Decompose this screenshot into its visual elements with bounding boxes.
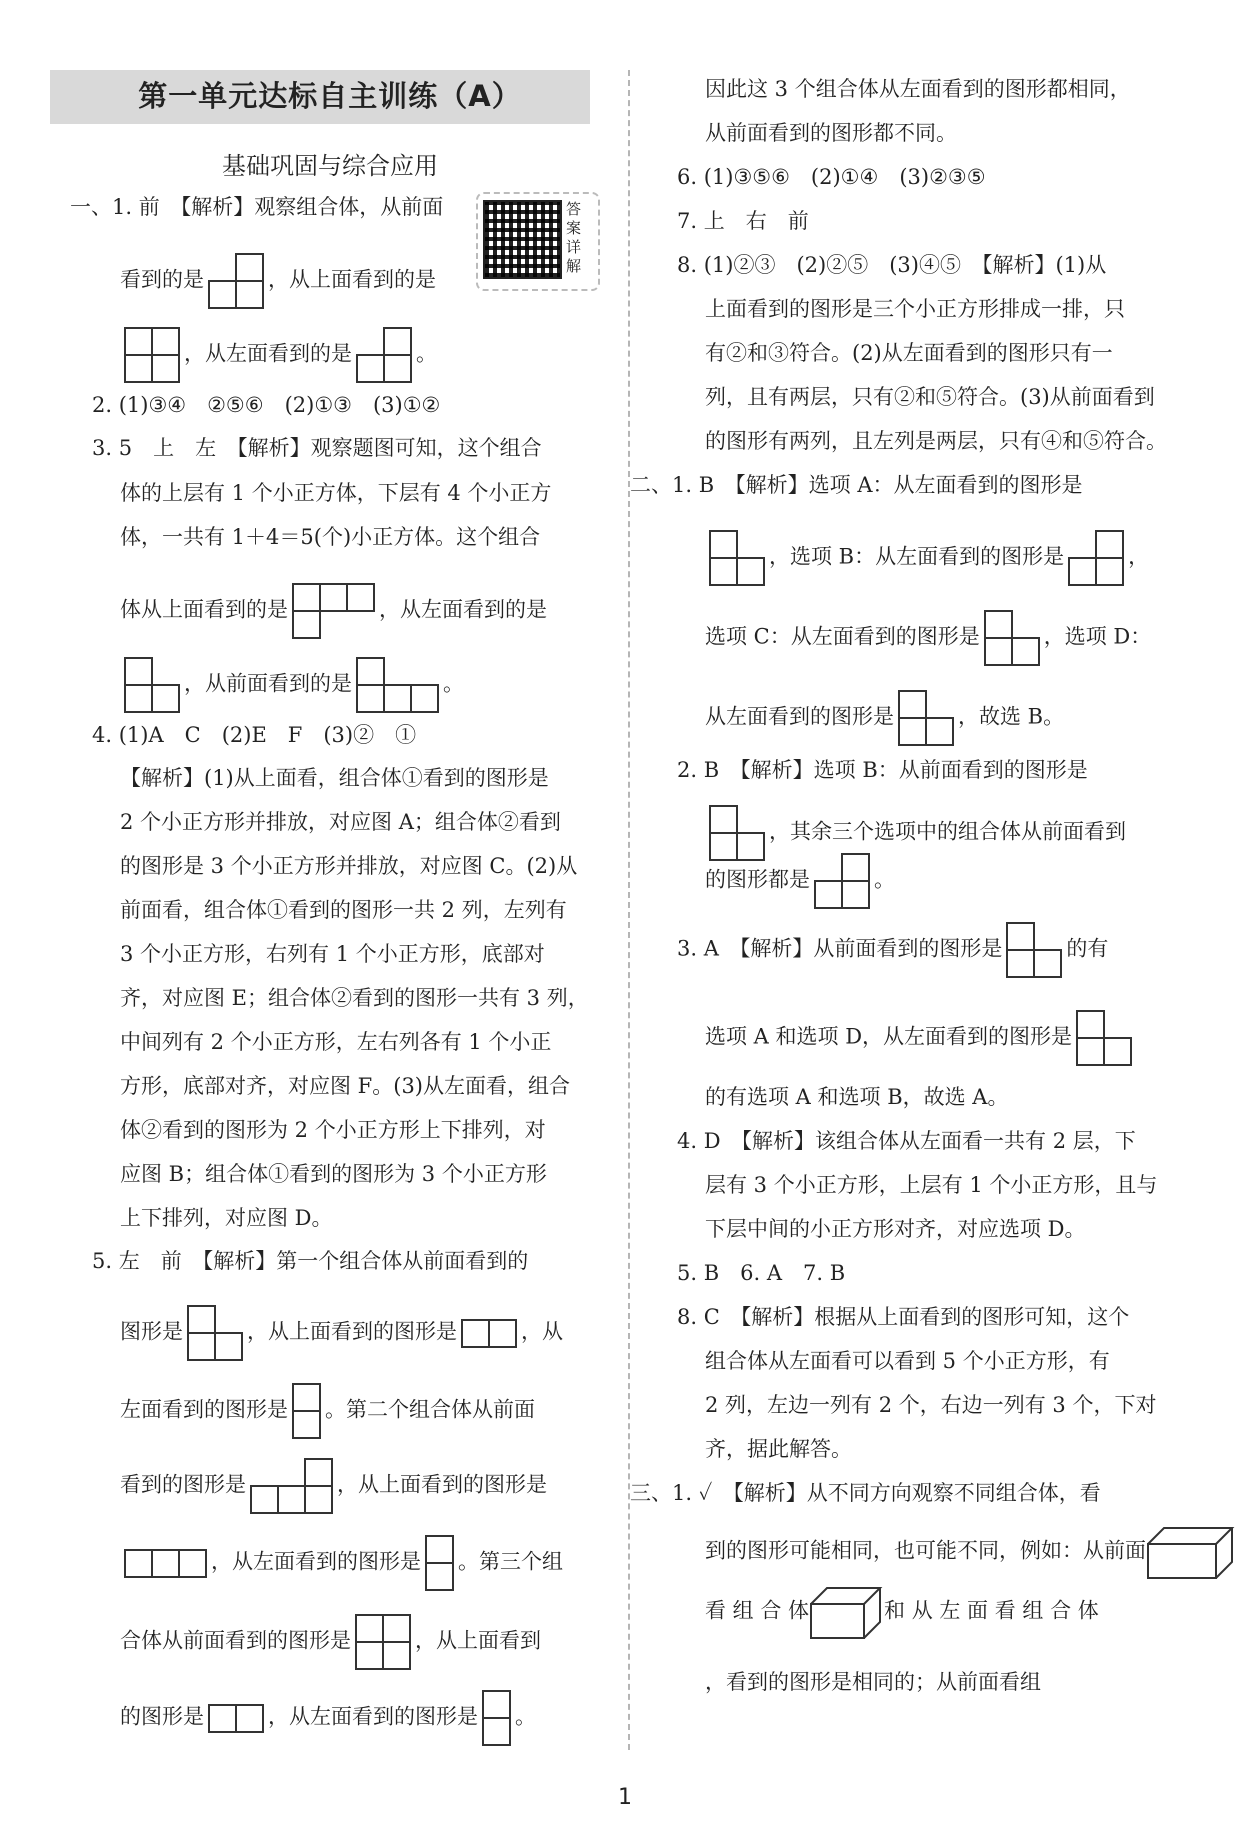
text-line (120, 522, 540, 552)
line-text: 因此这 3 个组合体从左面看到的图形都相同， (705, 77, 1131, 101)
text-line (120, 1458, 547, 1514)
text-line (92, 720, 416, 750)
view-figure (709, 530, 765, 586)
line-text: 齐，对应图 E；组合体②看到的图形一共有 3 列， (120, 986, 589, 1010)
line-text: 4. D 【解析】该组合体从左面看一共有 2 层，下 (677, 1129, 1136, 1153)
text-line (120, 983, 589, 1013)
text-line (120, 478, 551, 508)
text-line (120, 895, 567, 925)
text-line (120, 1383, 535, 1439)
text-line (70, 192, 443, 222)
line-text: 上下排列，对应图 D。 (120, 1206, 333, 1230)
text-line (705, 1010, 1136, 1066)
line-text: ，从左面看到的图形是 (268, 1704, 478, 1729)
line-text: 3. 5 上 左 【解析】观察题图可知，这个组合 (92, 436, 542, 460)
line-text: ，其余三个选项中的组合体从前面看到 (769, 819, 1126, 844)
line-text: 齐，据此解答。 (705, 1437, 852, 1461)
line-text: ，从前面看到的是 (184, 671, 352, 696)
text-line (120, 657, 464, 713)
text-line (677, 250, 1106, 280)
line-text: 。第二个组合体从前面 (325, 1397, 535, 1422)
page-title: 第一单元达标自主训练（A） (138, 79, 522, 113)
view-figure (208, 253, 264, 309)
line-text: 上面看到的图形是三个小正方形排成一排，只 (705, 297, 1125, 321)
line-text: 的图形是 (120, 1704, 204, 1729)
line-text: ，从左面看到的是 (379, 597, 547, 622)
line-text: 的图形都是 (705, 867, 810, 892)
view-figure (124, 657, 180, 713)
line-text: 。第三个组 (458, 1549, 563, 1574)
line-text: 方形，底部对齐，对应图 F。(3)从左面看，组合 (120, 1074, 570, 1098)
line-text: 7. 上 右 前 (677, 209, 809, 233)
text-line (120, 1027, 551, 1057)
line-text: 前面看，组合体①看到的图形一共 2 列，左列有 (120, 898, 567, 922)
text-line (705, 1434, 852, 1464)
line-text: 的图形有两列，且左列是两层，只有④和⑤符合。 (705, 429, 1167, 453)
line-text: 体，一共有 1＋4＝5(个)小正方体。这个组合 (120, 525, 541, 549)
text-line (120, 253, 436, 309)
text-line (120, 1115, 546, 1145)
line-text: 三、1. ✓ 【解析】从不同方向观察不同组合体，看 (630, 1481, 1101, 1505)
view-figure (292, 583, 375, 639)
text-line (705, 1522, 1236, 1582)
text-line (120, 1159, 547, 1189)
line-text: 二、1. B 【解析】选项 A：从左面看到的图形是 (630, 473, 1083, 497)
text-line (120, 807, 561, 837)
view-figure (250, 1458, 333, 1514)
view-figure (461, 1319, 517, 1348)
line-text: 。 (874, 867, 895, 892)
line-text: 一、1. 前 【解析】观察组合体，从前面 (70, 195, 444, 219)
line-text: 图形是 (120, 1319, 183, 1344)
line-text: 和 从 左 面 看 组 合 体 (884, 1598, 1099, 1623)
text-line (120, 1690, 536, 1746)
line-text: 3 个小正方形，右列有 1 个小正方形，底部对 (120, 942, 545, 966)
line-text: ，从左面看到的是 (184, 341, 352, 366)
view-figure (356, 327, 412, 383)
line-text: 6. (1)③⑤⑥ (2)①④ (3)②③⑤ (677, 165, 986, 189)
text-line (705, 690, 1064, 746)
text-line (705, 1346, 1110, 1376)
text-line (705, 118, 957, 148)
line-text: 3. A 【解析】从前面看到的图形是 (677, 936, 1003, 961)
line-text: 5. 左 前 【解析】第一个组合体从前面看到的 (92, 1249, 529, 1273)
text-line (677, 922, 1108, 978)
line-text: 的有 (1066, 936, 1109, 961)
line-text: 的有选项 A 和选项 B，故选 A。 (705, 1085, 1009, 1109)
text-line (677, 1126, 1136, 1156)
line-text: 到的图形可能相同，也可能不同，例如：从前面 (705, 1538, 1146, 1563)
line-text: ，从上面看到 (415, 1628, 541, 1653)
line-text: ， (1128, 544, 1150, 569)
line-text: 中间列有 2 个小正方形，左右列各有 1 个小正 (120, 1030, 552, 1054)
text-line (705, 610, 1151, 666)
text-line (705, 1667, 1041, 1697)
line-text: 有②和③符合。(2)从左面看到的图形只有一 (705, 341, 1113, 365)
line-text: ，从 (521, 1319, 563, 1344)
line-text: 5. B 6. A 7. B (677, 1261, 846, 1285)
view-figure (355, 1614, 411, 1670)
view-figure (898, 690, 954, 746)
text-line (120, 1305, 563, 1361)
line-text: 的图形是 3 个小正方形并排放，对应图 C。(2)从 (120, 854, 578, 878)
view-figure (814, 853, 870, 909)
line-text: ，选项 B：从左面看到的图形是 (769, 544, 1065, 569)
solid-figure (809, 1582, 884, 1642)
line-text: 2 个小正方形并排放，对应图 A；组合体②看到 (120, 810, 561, 834)
line-text: 列，且有两层，只有②和⑤符合。(3)从前面看到 (705, 385, 1155, 409)
line-text: 。 (515, 1704, 536, 1729)
text-line (677, 755, 1088, 785)
text-line (705, 1170, 1157, 1200)
line-text: 8. C 【解析】根据从上面看到的图形可知，这个 (677, 1305, 1130, 1329)
view-figure (1076, 1010, 1132, 1066)
line-text: 4. (1)A C (2)E F (3)② ① (92, 723, 417, 747)
view-figure (1006, 922, 1062, 978)
section-subtitle: 基础巩固与综合应用 (222, 152, 438, 180)
line-text: 2. B 【解析】选项 B：从前面看到的图形是 (677, 758, 1088, 782)
text-line (705, 1582, 1099, 1642)
line-text: 【解析】(1)从上面看，组合体①看到的图形是 (120, 766, 549, 790)
text-line (120, 939, 545, 969)
line-text: 看到的图形是 (120, 1472, 246, 1497)
line-text: ，看到的图形是相同的；从前面看组 (705, 1670, 1041, 1694)
line-text: 8. (1)②③ (2)②⑤ (3)④⑤ 【解析】(1)从 (677, 253, 1107, 277)
text-line (120, 1203, 333, 1233)
text-line (677, 1258, 845, 1288)
view-figure (124, 327, 180, 383)
line-text: ，从上面看到的图形是 (337, 1472, 547, 1497)
line-text: 2. (1)③④ ②⑤⑥ (2)①③ (3)①② (92, 393, 441, 417)
view-figure (208, 1704, 264, 1733)
text-line (705, 530, 1149, 586)
page-number: 1 (618, 1785, 632, 1810)
text-line (705, 853, 895, 909)
text-line (705, 74, 1131, 104)
line-text: 组合体从左面看可以看到 5 个小正方形，有 (705, 1349, 1110, 1373)
line-text: 2 列，左边一列有 2 个，右边一列有 3 个，下对 (705, 1393, 1157, 1417)
text-line (120, 851, 577, 881)
view-figure (356, 657, 439, 713)
text-line (705, 1082, 1008, 1112)
line-text: 从左面看到的图形是 (705, 704, 894, 729)
text-line (705, 1214, 1086, 1244)
line-text: 。 (416, 341, 437, 366)
text-line (120, 583, 547, 639)
text-line (92, 390, 440, 420)
line-text: 体从上面看到的是 (120, 597, 288, 622)
view-figure (1068, 530, 1124, 586)
line-text: ，选项 D： (1043, 624, 1152, 649)
view-figure (187, 1305, 243, 1361)
line-text: ，从上面看到的图形是 (247, 1319, 457, 1344)
line-text: 看到的是 (120, 267, 204, 292)
line-text: 体的上层有 1 个小正方体，下层有 4 个小正方 (120, 481, 552, 505)
line-text: 选项 A 和选项 D，从左面看到的图形是 (705, 1024, 1073, 1049)
text-line (705, 294, 1125, 324)
text-line (677, 206, 809, 236)
line-text: ，从左面看到的图形是 (211, 1549, 421, 1574)
text-line (677, 1302, 1129, 1332)
qr-code-icon[interactable] (483, 200, 562, 279)
text-line (92, 433, 542, 463)
text-line (630, 1478, 1101, 1508)
line-text: 层有 3 个小正方形，上层有 1 个小正方形，且与 (705, 1173, 1158, 1197)
line-text: 左面看到的图形是 (120, 1397, 288, 1422)
line-text: 下层中间的小正方形对齐，对应选项 D。 (705, 1217, 1086, 1241)
line-text: 。 (443, 671, 464, 696)
text-line (705, 382, 1155, 412)
line-text: ，故选 B。 (958, 704, 1065, 729)
text-line (705, 1390, 1156, 1420)
text-line (92, 1246, 528, 1276)
line-text: ，从上面看到的是 (268, 267, 436, 292)
line-text: 从前面看到的图形都不同。 (705, 121, 957, 145)
line-text: 看 组 合 体 (705, 1598, 810, 1623)
solid-figure (1146, 1522, 1236, 1582)
text-line (630, 470, 1082, 500)
text-line (120, 1614, 541, 1670)
qr-label: 答案详解 (566, 200, 582, 275)
text-line (705, 426, 1167, 456)
view-figure (984, 610, 1040, 666)
text-line (705, 338, 1113, 368)
text-line (120, 763, 549, 793)
line-text: 应图 B；组合体①看到的图形为 3 个小正方形 (120, 1162, 547, 1186)
line-text: 选项 C：从左面看到的图形是 (705, 624, 980, 649)
text-line (677, 162, 986, 192)
text-line (120, 1071, 570, 1101)
view-figure (124, 1549, 207, 1578)
line-text: 合体从前面看到的图形是 (120, 1628, 351, 1653)
line-text: 体②看到的图形为 2 个小正方形上下排列，对 (120, 1118, 546, 1142)
view-figure (425, 1535, 454, 1591)
view-figure (292, 1383, 321, 1439)
view-figure (482, 1690, 511, 1746)
text-line (120, 1535, 563, 1591)
text-line (120, 327, 437, 383)
